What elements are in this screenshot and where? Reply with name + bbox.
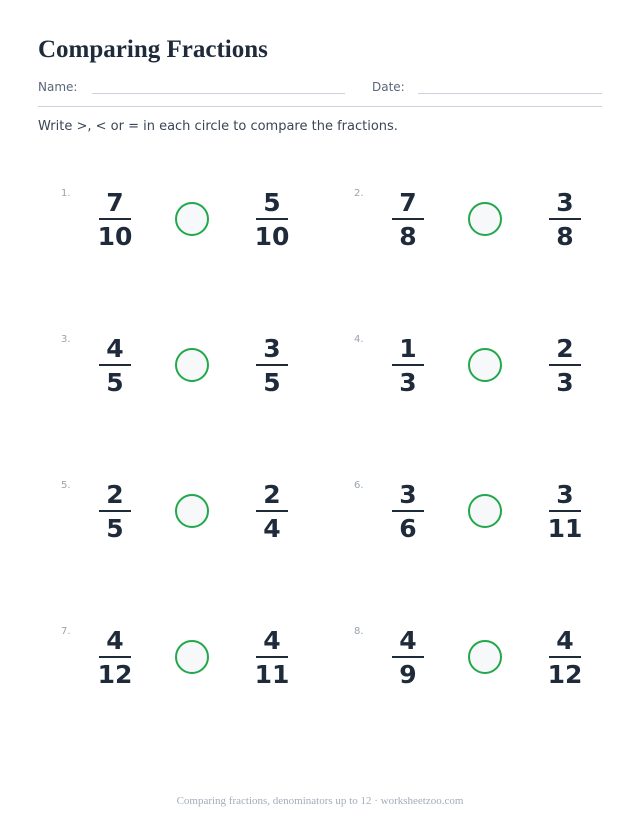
compare-circle[interactable]: [468, 202, 502, 236]
right-fraction: [545, 334, 585, 400]
problem-number: 5.: [61, 480, 71, 491]
numerator: 2: [263, 480, 281, 509]
problem-2: [354, 188, 604, 288]
numerator: 7: [399, 188, 417, 217]
compare-circle[interactable]: [175, 640, 209, 674]
numerator: 4: [556, 626, 574, 655]
numerator: 5: [263, 188, 281, 217]
problem-number: 3.: [61, 334, 71, 345]
date-field[interactable]: [418, 93, 602, 94]
denominator: 5: [263, 368, 281, 397]
name-field[interactable]: [92, 93, 345, 94]
problem-number: 2.: [354, 188, 364, 199]
problem-5: [61, 480, 311, 580]
problem-8: [354, 626, 604, 726]
problem-1: [61, 188, 311, 288]
numerator: 3: [556, 188, 574, 217]
problem-4: [354, 334, 604, 434]
denominator: 11: [547, 514, 583, 543]
left-fraction: [95, 188, 135, 254]
problem-number: 4.: [354, 334, 364, 345]
left-fraction: [95, 626, 135, 692]
right-fraction: [545, 480, 585, 546]
numerator: 2: [106, 480, 124, 509]
compare-circle[interactable]: [468, 494, 502, 528]
right-fraction: [252, 188, 292, 254]
left-fraction: [388, 626, 428, 692]
denominator: 5: [106, 514, 124, 543]
compare-circle[interactable]: [468, 640, 502, 674]
instructions: Write >, < or = in each circle to compare the fractions.: [38, 119, 398, 134]
problem-3: [61, 334, 311, 434]
page-title: Comparing Fractions: [38, 36, 268, 63]
numerator: 4: [106, 626, 124, 655]
problem-7: [61, 626, 311, 726]
numerator: 3: [263, 334, 281, 363]
date-label: Date:: [372, 80, 405, 94]
denominator: 3: [556, 368, 574, 397]
numerator: 3: [399, 480, 417, 509]
left-fraction: [388, 334, 428, 400]
numerator: 4: [399, 626, 417, 655]
left-fraction: [388, 188, 428, 254]
footer-credit: Comparing fractions, denominators up to 12 · worksheetzoo.com: [176, 795, 464, 807]
denominator: 10: [254, 222, 290, 251]
denominator: 6: [399, 514, 417, 543]
numerator: 4: [263, 626, 281, 655]
numerator: 4: [106, 334, 124, 363]
header-divider: [38, 106, 602, 107]
denominator: 12: [547, 660, 583, 689]
compare-circle[interactable]: [175, 348, 209, 382]
numerator: 2: [556, 334, 574, 363]
denominator: 4: [263, 514, 281, 543]
right-fraction: [252, 480, 292, 546]
right-fraction: [545, 188, 585, 254]
denominator: 12: [97, 660, 133, 689]
problem-number: 7.: [61, 626, 71, 637]
compare-circle[interactable]: [175, 202, 209, 236]
numerator: 1: [399, 334, 417, 363]
denominator: 8: [399, 222, 417, 251]
problem-number: 1.: [61, 188, 71, 199]
left-fraction: [95, 480, 135, 546]
compare-circle[interactable]: [175, 494, 209, 528]
compare-circle[interactable]: [468, 348, 502, 382]
right-fraction: [252, 626, 292, 692]
left-fraction: [388, 480, 428, 546]
numerator: 7: [106, 188, 124, 217]
problem-number: 8.: [354, 626, 364, 637]
header-fields: [38, 80, 602, 98]
left-fraction: [95, 334, 135, 400]
right-fraction: [252, 334, 292, 400]
right-fraction: [545, 626, 585, 692]
problem-number: 6.: [354, 480, 364, 491]
name-label: Name:: [38, 80, 78, 94]
problem-6: [354, 480, 604, 580]
denominator: 10: [97, 222, 133, 251]
denominator: 5: [106, 368, 124, 397]
numerator: 3: [556, 480, 574, 509]
denominator: 9: [399, 660, 417, 689]
denominator: 11: [254, 660, 290, 689]
denominator: 8: [556, 222, 574, 251]
denominator: 3: [399, 368, 417, 397]
